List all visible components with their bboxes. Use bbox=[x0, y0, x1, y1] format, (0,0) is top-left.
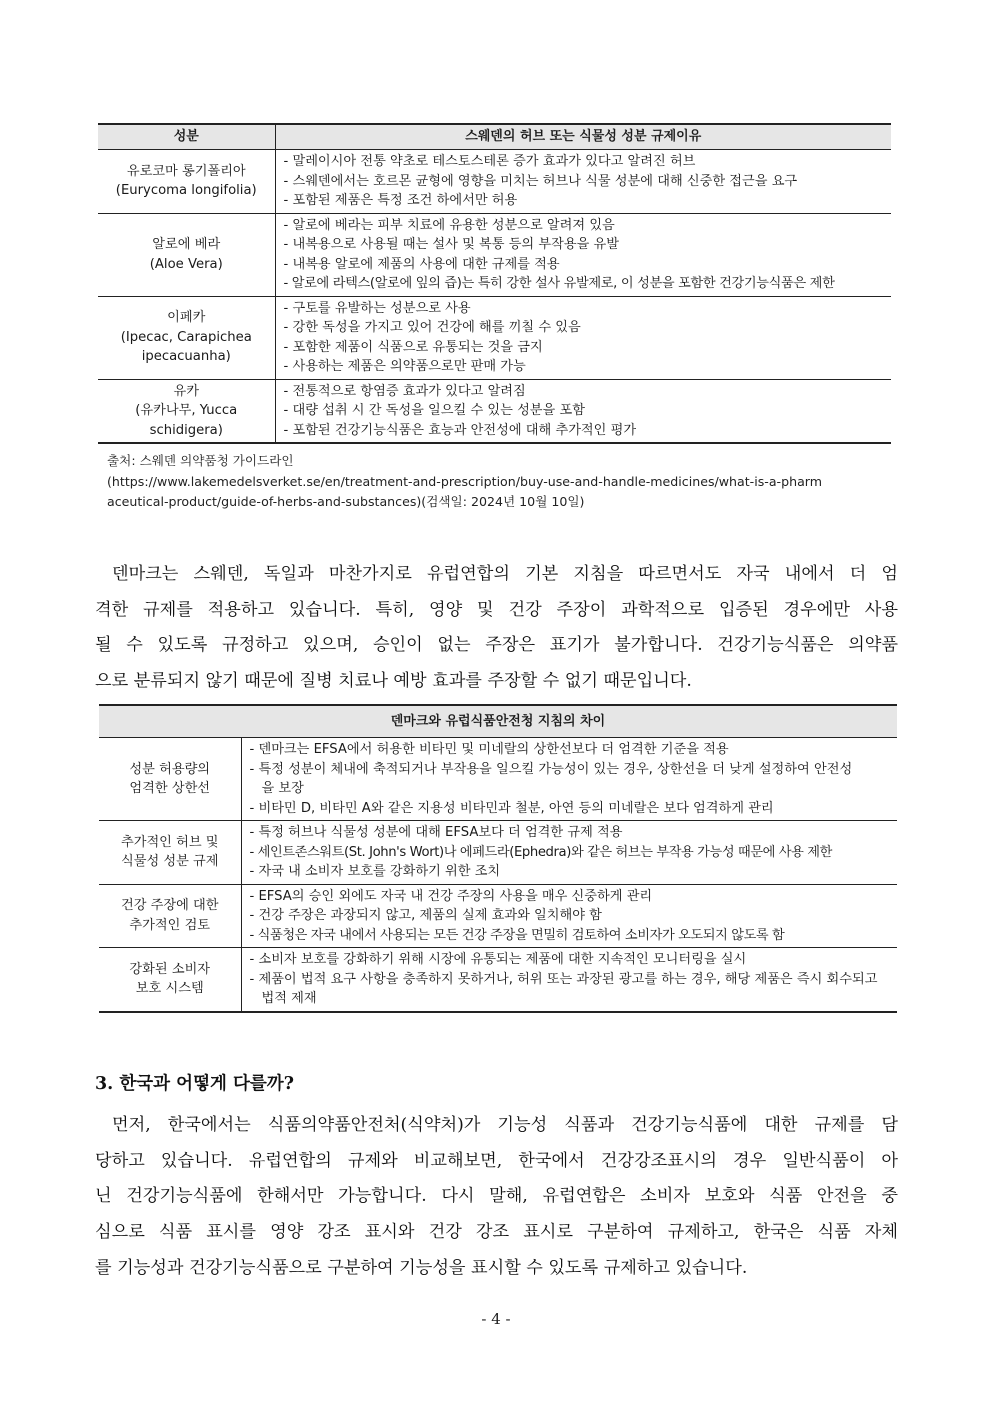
list-item: - 알로에 베라는 피부 치료에 유용한 성분으로 알려져 있음 bbox=[283, 217, 615, 233]
table-row bbox=[99, 948, 897, 1012]
column-header-ingredient: 성분 bbox=[98, 124, 275, 150]
paragraph-line: 먼저, 한국에서는 식품의약품안전처(식약처)가 기능성 식품과 건강기능식품에 대한 규제를 담 bbox=[112, 1115, 898, 1135]
ingredient-name: 유카 (유카나무, Yucca schidigera) bbox=[98, 379, 275, 443]
table-row bbox=[98, 296, 891, 379]
paragraph-line: 될 수 있도록 규정하고 있으며, 승인이 없는 주장은 표기가 불가합니다. 건강기능식품은 의약품 bbox=[95, 635, 898, 656]
table-row bbox=[99, 738, 897, 821]
category-name: 건강 주장에 대한 추가적인 검토 bbox=[99, 884, 241, 948]
list-item: - 포함된 건강기능식품은 효능과 안전성에 대해 추가적인 평가 bbox=[283, 422, 637, 438]
list-item: - 제품이 법적 요구 사항을 충족하지 못하거나, 허위 또는 과장된 광고를 하는 경우, 해당 제품은 즉시 회수되고 법적 제재 bbox=[249, 971, 878, 1006]
category-name: 강화된 소비자 보호 시스템 bbox=[99, 948, 241, 1012]
list-item: - 건강 주장은 과장되지 않고, 제품의 실제 효과와 일치해야 함 bbox=[249, 908, 602, 923]
section-heading: 3. 한국과 어떻게 다를까? bbox=[95, 1074, 294, 1094]
source-url-cont[interactable]: aceutical-product/guide-of-herbs-and-substances)(검색일: 2024년 10월 10일) bbox=[107, 494, 585, 509]
column-header-reason: 스웨덴의 허브 또는 식물성 성분 규제이유 bbox=[275, 124, 891, 150]
table-row bbox=[98, 150, 891, 214]
difference-list bbox=[241, 884, 897, 948]
list-item: - 자국 내 소비자 보호를 강화하기 위한 조치 bbox=[249, 864, 501, 879]
ingredient-name: 이페카 (Ipecac, Carapichea ipecacuanha) bbox=[98, 296, 275, 379]
list-item: - 특정 성분이 체내에 축적되거나 부작용을 일으킬 가능성이 있는 경우, 상한선을 더 낮게 설정하여 안전성을 보장 bbox=[249, 761, 853, 796]
list-item: - 알로에 라텍스(알로에 잎의 즙)는 특히 강한 설사 유발제로, 이 성분을 포함한 건강기능식품은 제한 bbox=[283, 276, 835, 291]
category-name: 성분 허용량의 엄격한 상한선 bbox=[99, 738, 241, 821]
list-item: - 내복용 알로에 제품의 사용에 대한 규제를 적용 bbox=[283, 256, 560, 272]
paragraph-korea bbox=[95, 1108, 898, 1287]
paragraph-line: 격한 규제를 적용하고 있습니다. 특히, 영양 및 건강 주장이 과학적으로 입증된 경우에만 사용 bbox=[95, 599, 898, 620]
reason-list bbox=[275, 150, 891, 214]
list-item: - 강한 독성을 가지고 있어 건강에 해를 끼칠 수 있음 bbox=[283, 320, 581, 335]
list-item: - 구토를 유발하는 성분으로 사용 bbox=[283, 300, 471, 316]
list-item: - 스웨덴에서는 호르몬 균형에 영향을 미치는 허브나 식물 성분에 대해 신중한 접근을 요구 bbox=[283, 173, 798, 189]
list-item: - 포함된 제품은 특정 조건 하에서만 허용 bbox=[283, 193, 518, 208]
list-item: - 식품청은 자국 내에서 사용되는 모든 건강 주장을 면밀히 검토하여 소비자가 오도되지 않도록 함 bbox=[249, 927, 785, 943]
list-item: - 특정 허브나 식물성 성분에 대해 EFSA보다 더 엄격한 규제 적용 bbox=[249, 825, 623, 840]
paragraph-line: 닌 건강기능식품에 한해서만 가능합니다. 다시 말해, 유럽연합은 소비자 보호와 식품 안전을 중 bbox=[95, 1186, 898, 1207]
paragraph-line: 으로 분류되지 않기 때문에 질병 치료나 예방 효과를 주장할 수 없기 때문입니다. bbox=[95, 671, 692, 692]
table-title: 덴마크와 유럽식품안전청 지침의 차이 bbox=[99, 705, 897, 738]
table-row bbox=[98, 213, 891, 296]
paragraph-line: 당하고 있습니다. 유럽연합의 규제와 비교해보면, 한국에서 건강강조표시의 경우 일반식품이 아 bbox=[95, 1150, 898, 1171]
sweden-herb-table bbox=[98, 123, 891, 444]
list-item: - 말레이시아 전통 약초로 테스토스테론 증가 효과가 있다고 알려진 허브 bbox=[283, 154, 696, 169]
list-item: - 포함한 제품이 식품으로 유통되는 것을 금지 bbox=[283, 339, 543, 355]
denmark-efsa-table bbox=[99, 704, 897, 1013]
list-item: - 소비자 보호를 강화하기 위해 시장에 유통되는 제품에 대한 지속적인 모니터링을 실시 bbox=[249, 952, 747, 967]
paragraph-line: 를 기능성과 건강기능식품으로 구분하여 기능성을 표시할 수 있도록 규제하고 있습니다. bbox=[95, 1257, 748, 1278]
list-item: - 비타민 D, 비타민 A와 같은 지용성 비타민과 철분, 아연 등의 미네랄은 보다 엄격하게 관리 bbox=[249, 800, 774, 816]
paragraph-denmark bbox=[95, 557, 898, 700]
list-item: - EFSA의 승인 외에도 자국 내 건강 주장의 사용을 매우 신중하게 관리 bbox=[249, 888, 653, 904]
reason-list bbox=[275, 379, 891, 443]
table-header-row bbox=[98, 124, 891, 150]
difference-list bbox=[241, 948, 897, 1012]
list-item: - 내복용으로 사용될 때는 설사 및 복통 등의 부작용을 유발 bbox=[283, 237, 619, 252]
category-name: 추가적인 허브 및 식물성 성분 규제 bbox=[99, 821, 241, 885]
paragraph-line: 덴마크는 스웨덴, 독일과 마찬가지로 유럽연합의 기본 지침을 따르면서도 자국 내에서 더 엄 bbox=[112, 564, 898, 584]
paragraph-line: 심으로 식품 표시를 영양 강조 표시와 건강 강조 표시로 구분하여 규제하고, 한국은 식품 자체 bbox=[95, 1222, 898, 1243]
source-note bbox=[107, 451, 897, 513]
ingredient-name: 알로에 베라 (Aloe Vera) bbox=[98, 213, 275, 296]
list-item: - 사용하는 제품은 의약품으로만 판매 가능 bbox=[283, 359, 526, 374]
reason-list bbox=[275, 296, 891, 379]
source-label: 출처: 스웨덴 의약품청 가이드라인 bbox=[107, 453, 294, 468]
table-header-row bbox=[99, 705, 897, 738]
list-item: - 덴마크는 EFSA에서 허용한 비타민 및 미네랄의 상한선보다 더 엄격한 기준을 적용 bbox=[249, 742, 729, 757]
source-url[interactable]: (https://www.lakemedelsverket.se/en/treatment-and-prescription/buy-use-and-handle-medicines/what-is-a-pharm bbox=[107, 473, 823, 489]
table-row bbox=[99, 821, 897, 885]
list-item: - 전통적으로 항염증 효과가 있다고 알려짐 bbox=[283, 383, 526, 399]
reason-list bbox=[275, 213, 891, 296]
difference-list bbox=[241, 821, 897, 885]
ingredient-name: 유로코마 롱기폴리아 (Eurycoma longifolia) bbox=[98, 150, 275, 214]
difference-list bbox=[241, 738, 897, 821]
table-row bbox=[99, 884, 897, 948]
page-number: - 4 - bbox=[481, 1310, 511, 1328]
list-item: - 세인트존스워트(St. John's Wort)나 에페드라(Ephedra)와 같은 허브는 부작용 가능성 때문에 사용 제한 bbox=[249, 844, 832, 860]
list-item: - 대량 섭취 시 간 독성을 일으킬 수 있는 성분을 포함 bbox=[283, 403, 585, 418]
table-row bbox=[98, 379, 891, 443]
